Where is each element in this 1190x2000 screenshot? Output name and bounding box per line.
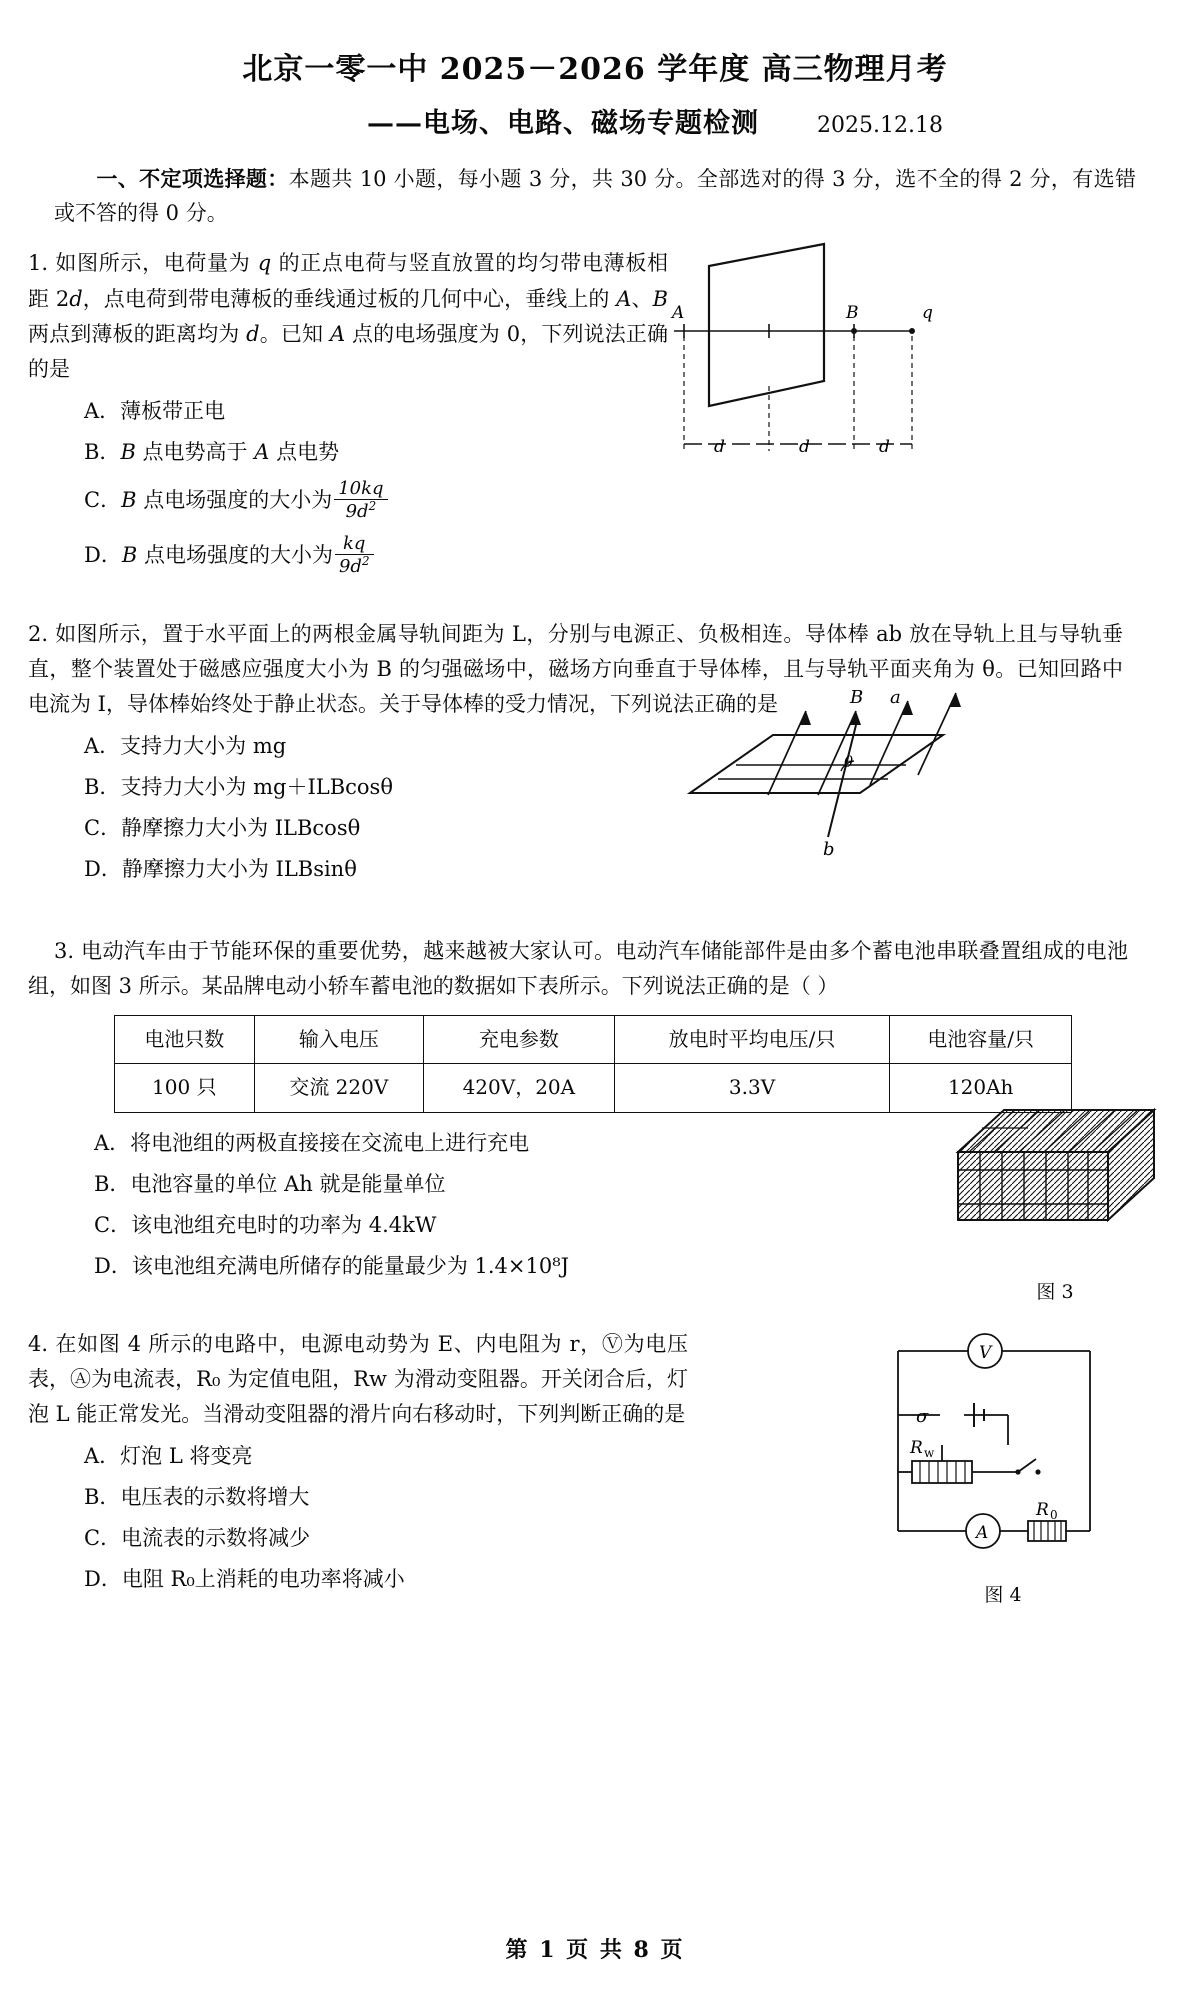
option-tag: D． <box>84 857 122 882</box>
page-number-text: 第 1 页 共 8 页 <box>505 1937 685 1963</box>
question-2 <box>28 617 1136 891</box>
battery-spec-table <box>114 1015 1072 1113</box>
question-4-options <box>28 1436 688 1600</box>
label-q: q <box>922 303 933 324</box>
page-title: 北京一零一中 2025－2026 学年度 高三物理月考 <box>242 52 948 87</box>
label-R0: R <box>1036 1499 1049 1520</box>
option-row[interactable] <box>28 391 648 432</box>
label-theta: θ <box>844 752 854 771</box>
label-d3: d <box>879 437 890 458</box>
option-tag: D． <box>94 1253 132 1278</box>
option-tag: A． <box>84 734 121 759</box>
option-tag: C． <box>84 1526 122 1551</box>
label-B: B <box>850 686 864 708</box>
option-text: 将电池组的两极直接接在交流电上进行充电 <box>130 1130 530 1155</box>
option-tag: C． <box>84 816 122 841</box>
table-header-cell: 输入电压 <box>254 1015 423 1064</box>
option-text: 支持力大小为 mg＋ILBcosθ <box>120 775 393 800</box>
question-3-text: 电动汽车由于节能环保的重要优势，越来越被大家认可。电动汽车储能部件是由多个蓄电池串联叠置组成的电池组，如图 3 所示。某品牌电动小轿车蓄电池的数据如下表所示。下列说法正确的是（ ） <box>28 939 1128 999</box>
option-tag: C． <box>94 1212 132 1237</box>
figure-question-3 <box>940 1094 1170 1304</box>
option-text: 电阻 R₀上消耗的电功率将减小 <box>121 1567 405 1592</box>
page-footer <box>0 1933 1190 1964</box>
option-tag: B． <box>84 1485 121 1510</box>
label-ammeter: A <box>976 1522 989 1543</box>
option-row[interactable] <box>28 1164 728 1205</box>
option-row[interactable]: B．B 点电势高于 A 点电势 <box>84 440 340 465</box>
option-tag: A． <box>84 1444 121 1469</box>
option-tag: A． <box>84 399 121 424</box>
question-4-stem <box>28 1327 688 1433</box>
question-1-number: 1. <box>28 251 49 276</box>
label-R0-sub: 0 <box>1050 1507 1058 1522</box>
fraction: $\frac{10kq}{9d^2}$ <box>334 479 387 522</box>
option-text: 该电池组充满电所储存的能量最少为 1.4×10⁸J <box>131 1253 570 1278</box>
figure-3-caption: 图 3 <box>1036 1281 1074 1304</box>
table-row <box>115 1064 1072 1113</box>
option-row[interactable] <box>28 1518 688 1559</box>
option-tag: B． <box>94 1171 131 1196</box>
table-header-cell: 电池容量/只 <box>890 1015 1072 1064</box>
option-row[interactable] <box>28 1205 728 1246</box>
option-text: 静摩擦力大小为 ILBsinθ <box>121 857 357 882</box>
option-row[interactable]: D．B 点电场强度的大小为 $\frac{kq}{9d^2}$ <box>28 528 648 583</box>
option-text: 该电池组充电时的功率为 4.4kW <box>131 1212 437 1237</box>
option-row[interactable] <box>28 1477 688 1518</box>
table-header-cell: 充电参数 <box>424 1015 615 1064</box>
table-cell: 交流 220V <box>254 1064 423 1113</box>
rail-plane-shape <box>690 735 943 793</box>
question-4-text: 在如图 4 所示的电路中，电源电动势为 E、内电阻为 r，Ⓥ为电压表，Ⓐ为电流表，R₀ 为定值电阻，Rw 为滑动变阻器。开关闭合后，灯泡 L 能正常发光。当滑动变阻器的滑片向右移动时，下列判断正确的是 <box>28 1331 688 1427</box>
table-header-cell: 电池只数 <box>115 1015 255 1064</box>
option-text: 电池容量的单位 Ah 就是能量单位 <box>130 1171 446 1196</box>
option-tag: D． <box>84 1567 122 1592</box>
figure-question-1 <box>664 236 964 486</box>
option-row[interactable] <box>28 1559 688 1600</box>
subtitle-row <box>0 101 1190 140</box>
section-instruction-text: 本题共 10 小题，每小题 3 分，共 30 分。全部选对的得 3 分，选不全的得 2 分，有选错或不答的得 0 分。 <box>54 167 1136 226</box>
option-text: 静摩擦力大小为 ILBcosθ <box>121 816 361 841</box>
option-text: 电流表的示数将减少 <box>121 1526 311 1551</box>
table-cell: 100 只 <box>115 1064 255 1113</box>
figure-question-4 <box>878 1323 1128 1606</box>
option-tag: B． <box>84 775 121 800</box>
switch-blade <box>1018 1459 1036 1472</box>
exam-date: 2025.12.18 <box>817 113 943 139</box>
option-tag: B． <box>84 440 121 465</box>
point-q-dot <box>909 328 915 334</box>
option-tag: C． <box>84 488 122 513</box>
fraction: $\frac{kq}{9d^2}$ <box>335 534 374 577</box>
rheostat-Rw <box>912 1461 972 1483</box>
label-b: b <box>823 838 835 860</box>
question-3-number: 3. <box>54 939 75 964</box>
figure-4-caption: 图 4 <box>984 1583 1022 1606</box>
option-tag: A． <box>94 1130 131 1155</box>
figure-question-2 <box>678 675 998 865</box>
table-cell: 3.3V <box>614 1064 890 1113</box>
option-row[interactable] <box>28 1246 728 1287</box>
battery-spec-table-wrap <box>114 1015 1072 1113</box>
question-3-options <box>28 1123 728 1287</box>
table-cell: 120Ah <box>890 1064 1072 1113</box>
option-row[interactable] <box>28 726 648 767</box>
label-lamp: σ <box>916 1405 929 1427</box>
question-4-number: 4. <box>28 1331 49 1356</box>
question-4 <box>28 1327 1136 1606</box>
label-B: B <box>846 303 859 324</box>
option-row[interactable] <box>28 767 648 808</box>
question-2-options <box>28 726 648 890</box>
option-row[interactable]: C．B 点电场强度的大小为 $\frac{10kq}{9d^2}$ <box>28 473 648 528</box>
question-1-stem: 1. 如图所示，电荷量为 q 的正点电荷与竖直放置的均匀带电薄板相距 2d，点电荷到带电薄板的垂线通过板的几何中心，垂线上的 A、B 两点到薄板的距离均为 d。已知 A 点的电场强度为 0，下列说法正确的是 <box>28 251 668 382</box>
label-voltmeter: V <box>979 1342 992 1363</box>
section-label: 一、不定项选择题： <box>96 166 289 192</box>
label-Rw: R <box>910 1437 923 1458</box>
question-3 <box>28 934 1136 1304</box>
label-Rw-sub: w <box>924 1445 935 1460</box>
option-text: 灯泡 L 将变亮 <box>120 1444 253 1469</box>
option-text: 薄板带正电 <box>120 399 226 424</box>
option-row[interactable] <box>28 1436 688 1477</box>
option-row[interactable] <box>28 849 648 890</box>
question-1 <box>28 246 1136 582</box>
option-row[interactable] <box>28 808 648 849</box>
table-header-row <box>115 1015 1072 1064</box>
label-d1: d <box>714 437 725 458</box>
section-instruction <box>54 162 1136 230</box>
page-subtitle: ——电场、电路、磁场专题检测 <box>367 108 760 140</box>
question-2-text: 如图所示，置于水平面上的两根金属导轨间距为 L，分别与电源正、负极相连。导体棒 ab 放在导轨上且与导轨垂直，整个装置处于磁感应强度大小为 B 的匀强磁场中，磁场方向垂直于导体棒，且与导轨平面夹角为 θ。已知回路中电流为 I，导体棒始终处于静止状态。关于导体棒的受力情况，下列说法正确的是 <box>28 621 1123 717</box>
label-d2: d <box>799 437 810 458</box>
question-2-number: 2. <box>28 621 49 646</box>
table-header-cell: 放电时平均电压/只 <box>614 1015 890 1064</box>
option-row[interactable] <box>28 1123 728 1164</box>
point-B-dot <box>851 328 857 334</box>
label-a: a <box>890 686 901 708</box>
option-text: 支持力大小为 mg <box>120 734 287 759</box>
charged-plate-shape <box>709 244 824 406</box>
option-tag: D． <box>84 542 122 567</box>
option-text: 电压表的示数将增大 <box>120 1485 310 1510</box>
question-1-options <box>28 391 648 582</box>
label-A: A <box>672 303 685 324</box>
table-cell: 420V，20A <box>424 1064 615 1113</box>
question-3-stem <box>28 934 1128 1005</box>
